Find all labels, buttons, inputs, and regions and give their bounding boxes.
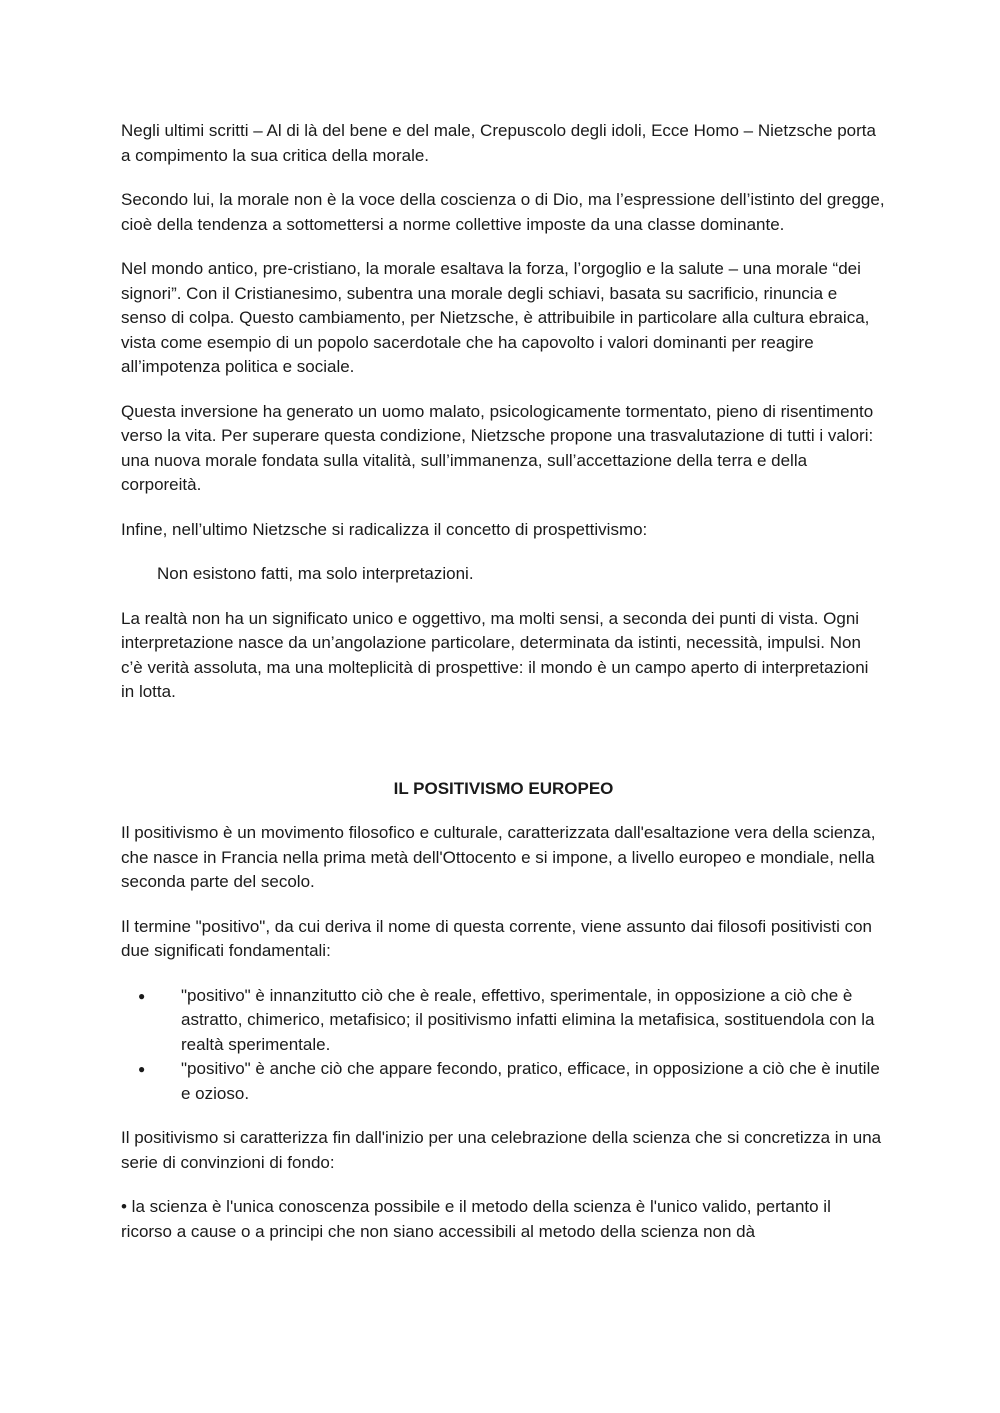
paragraph-master-slave-morality: Nel mondo antico, pre-cristiano, la morale esaltava la forza, l’orgoglio e la salute – una morale “dei signori”. Con il Cristianesimo, subentra una morale degli schiavi, basata su sacrificio, rinuncia e senso di colpa. Questo cambiamento, per Nietzsche, è attribuibile in particolare alla cultura ebraica, vista come esempio di un popolo sacerdotale che ha capovolto i valori dominanti per reagire all’impotenza politica e sociale. bbox=[121, 259, 870, 376]
list-item bbox=[121, 984, 886, 1058]
paragraph-positive-term: Il termine "positivo", da cui deriva il nome di questa corrente, viene assunto dai filosofi positivisti con due significati fondamentali: bbox=[121, 916, 872, 960]
paragraph-science-celebration: Il positivismo si caratterizza fin dall'inizio per una celebrazione della scienza che si concretizza in una serie di convinzioni di fondo: bbox=[121, 1128, 882, 1172]
paragraph-revaluation: Questa inversione ha generato un uomo malato, psicologicamente tormentato, pieno di risentimento verso la vita. Per superare questa condizione, Nietzsche propone una trasvalutazione di tutti i valori: una nuova morale fondata sulla vitalità, sull’immanenza, sull’accettazione della terra e della corporeità. bbox=[121, 401, 874, 494]
bullet-icon: ● bbox=[138, 1062, 146, 1076]
paragraph-science-only-knowledge: • la scienza è l'unica conoscenza possibile e il metodo della scienza è l'unico valido, pertanto il ricorso a cause o a principi che non siano accessibili al metodo della scienza non dà bbox=[121, 1197, 831, 1241]
list-item-text: "positivo" è anche ciò che appare fecondo, pratico, efficace, in opposizione a ciò che è inutile e ozioso. bbox=[181, 1059, 880, 1103]
paragraph-herd-morality: Secondo lui, la morale non è la voce della coscienza o di Dio, ma l’espressione dell’istinto del gregge, cioè della tendenza a sottomettersi a norme collettive imposte da una classe dominante. bbox=[121, 190, 885, 234]
list-item bbox=[121, 1057, 886, 1106]
section-spacer bbox=[121, 725, 886, 777]
document-page bbox=[121, 119, 886, 1264]
paragraph-perspectivism-intro: Infine, nell’ultimo Nietzsche si radicalizza il concetto di prospettivismo: bbox=[121, 519, 648, 539]
paragraph-last-writings: Negli ultimi scritti – Al di là del bene e del male, Crepuscolo degli idoli, Ecce Homo – Nietzsche porta a compimento la sua critica della morale. bbox=[121, 121, 876, 165]
bullet-icon: ● bbox=[138, 988, 146, 1003]
paragraph-perspectivism: La realtà non ha un significato unico e oggettivo, ma molti sensi, a seconda dei punti di vista. Ogni interpretazione nasce da un’angolazione particolare, determinata da istinti, necessità, impulsi. Non c’è verità assoluta, ma una molteplicità di prospettive: il mondo è un campo aperto di interpretazioni in lotta. bbox=[121, 608, 869, 701]
bullet-list bbox=[121, 984, 886, 1107]
quote-interpretations: Non esistono fatti, ma solo interpretazioni. bbox=[157, 564, 474, 583]
paragraph-positivism-definition: Il positivismo è un movimento filosofico e culturale, caratterizzata dall'esaltazione vera della scienza, che nasce in Francia nella prima metà dell'Ottocento e si impone, a livello europeo e mondiale, nella seconda parte del secolo. bbox=[121, 823, 876, 891]
list-item-text: "positivo" è innanzitutto ciò che è reale, effettivo, sperimentale, in opposizione a ciò che è astratto, chimerico, metafisico; il positivismo infatti elimina la metafisica, sostituendola con la realtà sperimentale. bbox=[181, 985, 875, 1054]
section-heading: IL POSITIVISMO EUROPEO bbox=[393, 778, 614, 798]
